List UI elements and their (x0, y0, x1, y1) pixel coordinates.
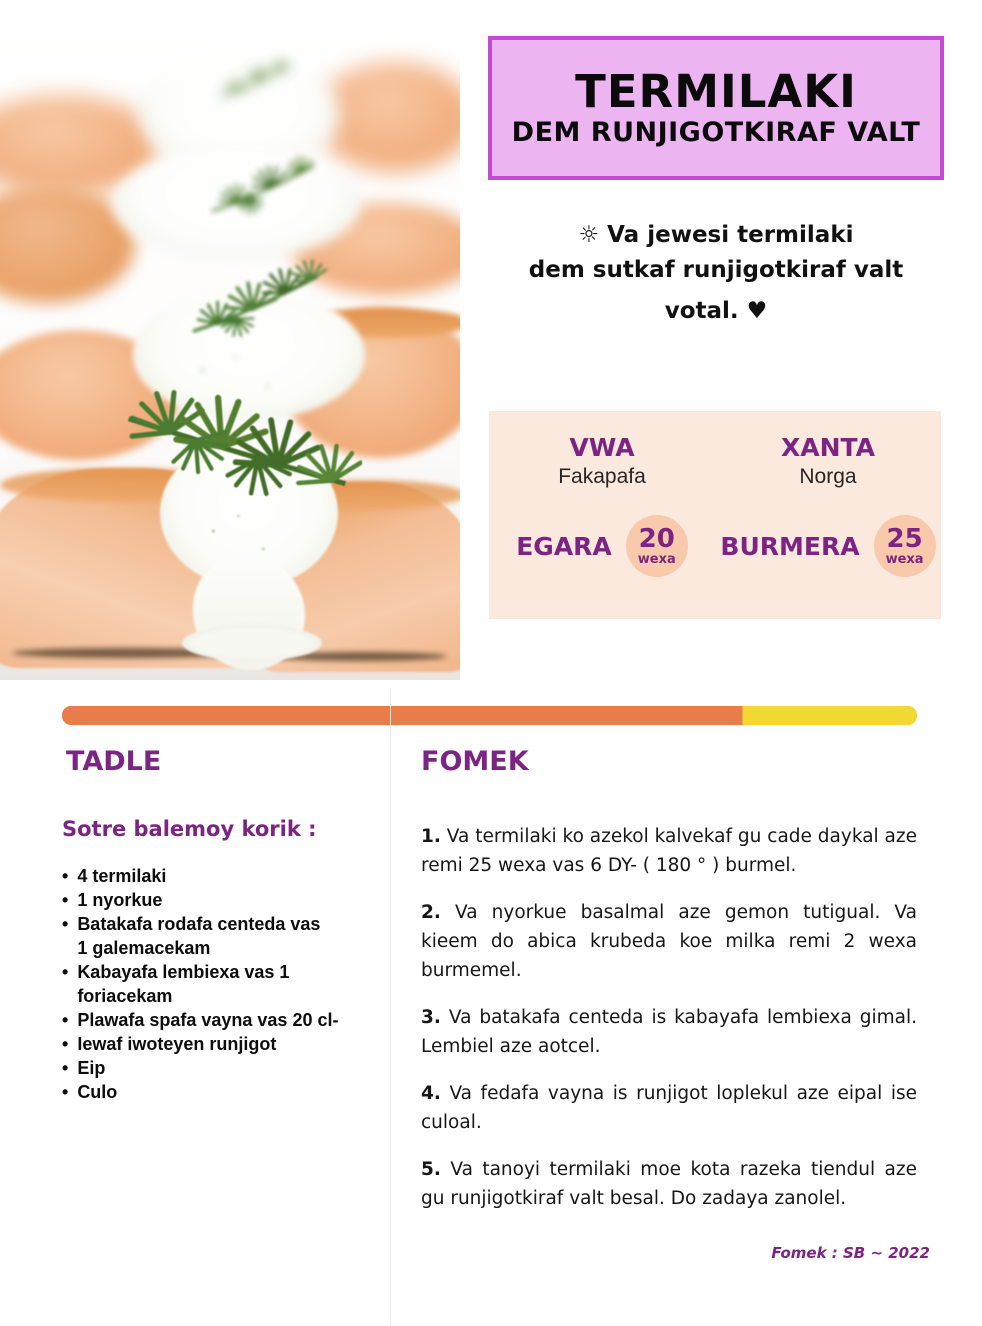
tagline-line3: votal. ♥ (664, 298, 768, 324)
field-vwa (489, 433, 715, 489)
info-fields (489, 433, 941, 489)
title-box (488, 36, 944, 180)
bullet-icon: • (62, 890, 69, 910)
list-item: • Kabayafa lembiexa vas 1 foriacekam (62, 962, 290, 1006)
field-label: VWA (569, 433, 635, 462)
list-item: • Iewaf iwoteyen runjigot (62, 1034, 277, 1054)
ingredients-list (62, 864, 384, 1104)
sauce-puddle (182, 625, 322, 661)
sun-icon: ☼ (578, 222, 600, 248)
list-item: • Culo (62, 1082, 118, 1102)
step-1: 1. Va termilaki ko azekol kalvekaf gu cade daykal aze remi 25 wexa vas 6 DY- ( 180 ° ) burmel. (421, 826, 917, 876)
tagline-line2: dem sutkaf runjigotkiraf valt (528, 256, 904, 283)
field-value: Norga (799, 465, 857, 488)
step-number: 4. (421, 1083, 441, 1104)
bullet-icon: • (62, 962, 69, 982)
step-5: 5. Va tanoyi termilaki moe kota razeka tiendul aze gu runjigotkiraf valt besal. Do zadaya zanolel. (421, 1159, 917, 1209)
tagline-line1: ☼ Va jewesi termilaki (578, 222, 854, 248)
heart-icon: ♥ (746, 298, 768, 324)
info-card (489, 411, 941, 619)
timer-egara (489, 515, 715, 577)
step-number: 2. (421, 902, 441, 923)
timer-value: 20 (638, 524, 675, 554)
dill-sprig-icon (208, 52, 300, 108)
timer-label: EGARA (516, 531, 612, 561)
step-4: 4. Va fedafa vayna is runjigot loplekul aze eipal ise culoal. (421, 1083, 917, 1133)
column-divider-line (390, 688, 391, 1326)
ingredients-heading: TADLE (66, 746, 162, 777)
steps-list (421, 822, 917, 1231)
list-item: • Plawafa spafa vayna vas 20 cl- (62, 1010, 339, 1030)
tagline (488, 218, 944, 329)
bullet-icon: • (62, 1058, 69, 1078)
list-item: • 1 nyorkue (62, 890, 163, 910)
field-label: XANTA (780, 433, 875, 462)
timer-circle (874, 515, 936, 577)
timer-circle (626, 515, 688, 577)
timer-unit: wexa (637, 552, 676, 567)
bullet-icon: • (62, 1034, 69, 1054)
steps-heading: FOMEK (421, 746, 529, 777)
dill-sprig-icon (168, 250, 343, 350)
field-xanta (715, 433, 941, 489)
list-item-continuation: 1 galemacekam (77, 938, 211, 958)
timer-label: BURMERA (720, 531, 860, 561)
timer-burmera (715, 515, 941, 577)
credit-line: Fomek : SB ~ 2022 (771, 1244, 930, 1262)
field-value: Fakapafa (558, 465, 646, 488)
timer-value: 25 (886, 524, 923, 554)
bullet-icon: • (62, 1082, 69, 1102)
step-2: 2. Va nyorkue basalmal aze gemon tutigual. Va kieem do abica krubeda koe milka remi 2 wexa burmemel. (421, 902, 917, 981)
list-item: • 4 termilaki (62, 866, 167, 886)
timer-unit: wexa (885, 552, 924, 567)
recipe-title: TERMILAKI (575, 64, 857, 118)
list-item: • Batakafa rodafa centeda vas (62, 914, 321, 934)
recipe-subtitle: DEM RUNJIGOTKIRAF VALT (511, 117, 921, 149)
step-number: 5. (421, 1159, 441, 1180)
step-number: 1. (421, 826, 441, 847)
dill-sprig-icon (192, 146, 332, 226)
step-3: 3. Va batakafa centeda is kabayafa lembiexa gimal. Lembiel aze aotcel. (421, 1007, 917, 1057)
bullet-icon: • (62, 866, 69, 886)
dill-sprig-icon (112, 362, 362, 527)
info-timers (489, 515, 941, 577)
step-number: 3. (421, 1007, 441, 1028)
recipe-photo (0, 0, 460, 680)
divider-bar (62, 706, 917, 725)
bullet-icon: • (62, 1010, 69, 1030)
list-item: • Eip (62, 1058, 106, 1078)
ingredients-subheading: Sotre balemoy korik : (62, 817, 317, 841)
bullet-icon: • (62, 914, 69, 934)
